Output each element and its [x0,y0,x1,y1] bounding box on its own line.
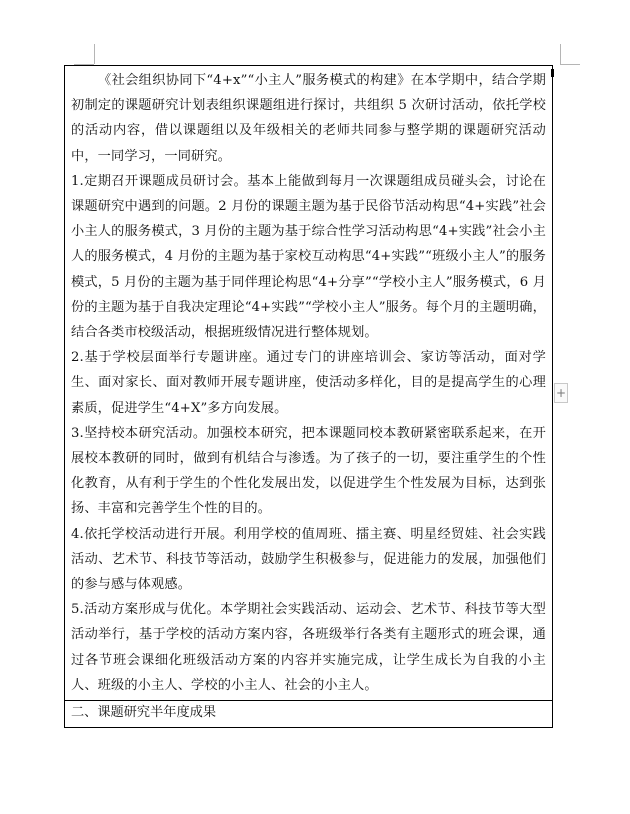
list-item: 4.依托学校活动进行开展。利用学校的值周班、擂主赛、明星经贸娃、社会实践活动、艺术节、科技节等活动，鼓励学生积极参与，促进能力的发展，加强他们的参与感与体观感。 [71,526,546,593]
list-item: 5.活动方案形成与优化。本学期社会实践活动、运动会、艺术节、科技节等大型活动举行，基于学校的活动方案内容，各班级举行各类有主题形式的班会课，通过各节班会课细化班级活动方案的内容并实施完成，让学生成长为自我的小主人、班级的小主人、学校的小主人、社会的小主人。 [71,602,546,693]
crop-mark-top-right [560,44,561,64]
add-row-button[interactable]: + [554,383,568,403]
crop-mark-top-right [560,64,580,65]
crop-mark-top-left [94,44,95,64]
list-item: 1.定期召开课题成员研讨会。基本上能做到每月一次课题组成员碰头会，讨论在课题研究中遇到的问题。2 月份的课题主题为基于民俗节活动构思“4+实践”社会小主人的服务模式，3 月份的主题为基于综合性学习活动构思“4+实践”社会小主人的服务模式，4 月份的主题为基于家校互动构思“4+实践”“班级小主人”的服务模式，5 月份的主题为基于同伴理论构思“4+分享”“学校小主人”服务模式，6 月份的主题为基于自我决定理论“4+实践”“学校小主人”服务。每个月的主题明确，结合各类市校级活动，根据班级情况进行整体规划。 [71,173,546,341]
list-item: 2.基于学校层面举行专题讲座。通过专门的讲座培训会、家访等活动，面对学生、面对家长、面对教师开展专题讲座，使活动多样化，目的是提高学生的心理素质，促进学生“4+X”多方向发展。 [71,350,546,416]
document-table [64,65,553,728]
intro-paragraph: 《社会组织协同下“4+x”“小主人”服务模式的构建》在本学期中，结合学期初制定的课题研究计划表组织课题组进行探讨，共组织 5 次研讨活动，依托学校的活动内容，借以课题组以及年级相关的老师共同参与整学期的课题研究活动中，一同学习，一同研究。 [71,73,546,164]
list-item: 3.坚持校本研究活动。加强校本研究，把本课题同校本教研紧密联系起来，在开展校本教研的同时，做到有机结合与渗透。为了孩子的一切，要注重学生的个性化教育，从有利于学生的个性化发展出发，以促进学生个性发展为目标，达到张扬、丰富和完善学生个性的目的。 [71,425,546,517]
table-cell-content[interactable] [65,66,552,701]
table-cell-section-heading[interactable] [65,701,552,727]
section-heading: 二、课题研究半年度成果 [71,705,217,721]
text-cursor [551,69,554,77]
